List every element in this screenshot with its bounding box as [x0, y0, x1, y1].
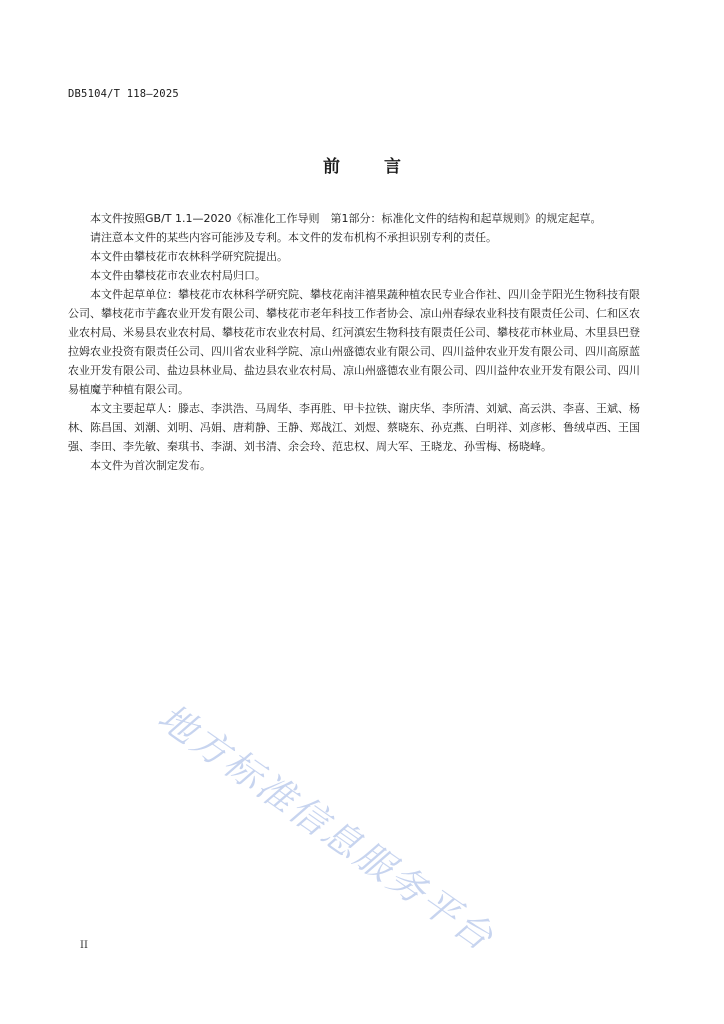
title-char-right: 言 — [384, 157, 401, 177]
paragraph-proposer: 本文件由攀枝花市农林科学研究院提出。 — [90, 250, 288, 263]
watermark-text: 地方标准信息服务平台 — [150, 695, 503, 961]
foreword-body — [68, 209, 640, 475]
paragraph-standard-basis: 本文件按照GB/T 1.1—2020《标准化工作导则 第1部分：标准化文件的结构和起草规则》的规定起草。 — [90, 212, 602, 225]
paragraph-patent-notice: 请注意本文件的某些内容可能涉及专利。本文件的发布机构不承担识别专利的责任。 — [90, 231, 497, 244]
paragraph-drafters: 本文主要起草人：滕志、李洪浩、马周华、李再胜、甲卡拉铁、谢庆华、李所清、刘斌、高云洪、李喜、王斌、杨林、陈昌国、刘潮、刘明、冯娟、唐莉静、王静、郑战江、刘煜、蔡晓东、孙克燕、白明祥、刘彦彬、鲁绒卓西、王国强、李田、李先敏、秦琪书、李湖、刘书清、余会玲、范忠权、周大军、王晓龙、孙雪梅、杨晓峰。 — [68, 402, 640, 453]
paragraph-administrator: 本文件由攀枝花市农业农村局归口。 — [90, 269, 266, 282]
page-title — [0, 152, 724, 177]
document-code: DB5104/T 118—2025 — [68, 88, 179, 100]
paragraph-drafting-units: 本文件起草单位：攀枝花市农林科学研究院、攀枝花南沣禧果蔬种植农民专业合作社、四川金芋阳光生物科技有限公司、攀枝花市芋鑫农业开发有限公司、攀枝花市老年科技工作者协会、凉山州春绿农业科技有限责任公司、仁和区农业农村局、米易县农业农村局、攀枝花市农业农村局、红河滇宏生物科技有限责任公司、攀枝花市林业局、木里县巴登拉姆农业投资有限责任公司、四川省农业科学院、凉山州盛德农业有限公司、四川益仲农业开发有限公司、四川高原蓝农业开发有限公司、盐边县林业局、盐边县农业农村局、凉山州盛德农业有限公司、四川益仲农业开发有限公司、四川易植魔芋种植有限公司。 — [68, 288, 640, 396]
title-char-left: 前 — [323, 157, 340, 177]
paragraph-first-release: 本文件为首次制定发布。 — [90, 459, 211, 472]
page-number: II — [80, 940, 88, 951]
